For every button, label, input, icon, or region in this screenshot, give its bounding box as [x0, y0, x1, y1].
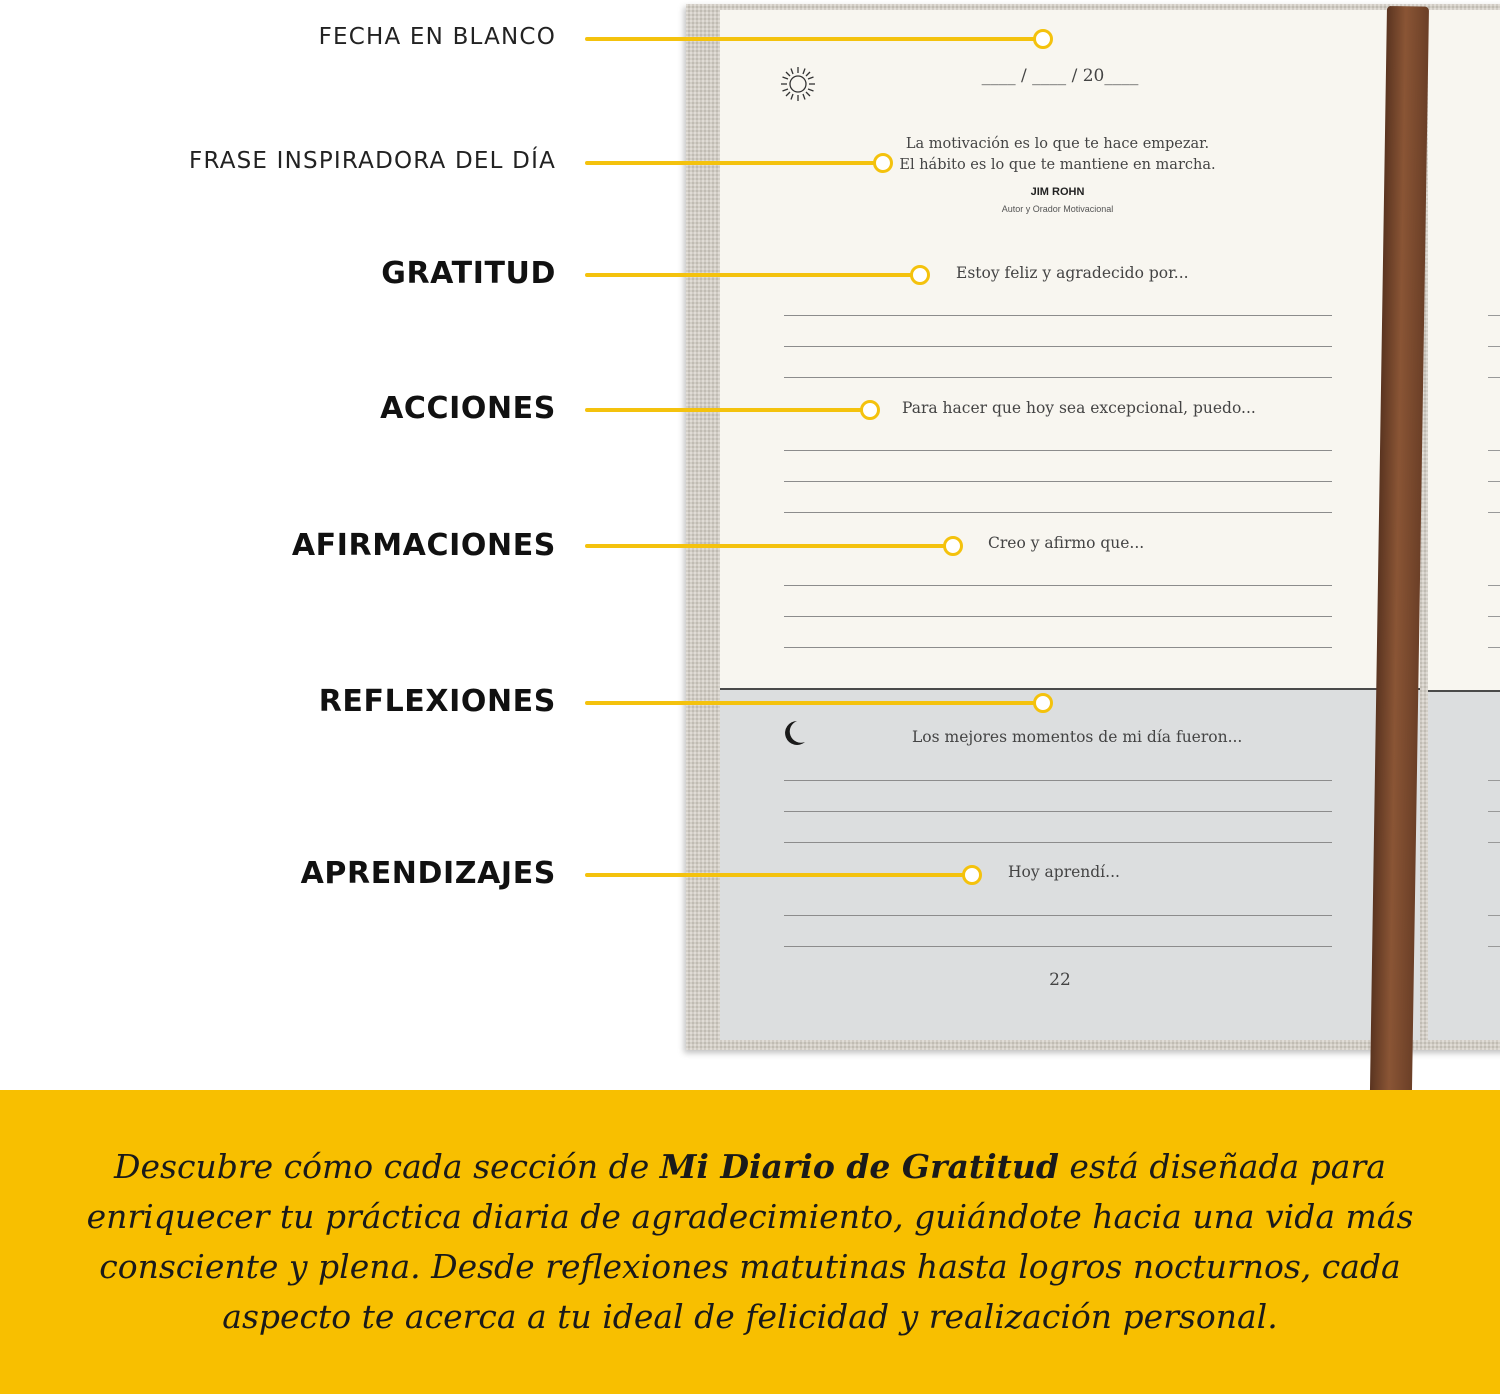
moon-icon [780, 718, 808, 748]
banner-product-name: Mi Diario de Gratitud [659, 1147, 1059, 1186]
prompt-aprendizajes: Hoy aprendí... [1008, 863, 1120, 881]
quote-line-2: El hábito es lo que te mantiene en marcha. [899, 157, 1216, 173]
quote-author: JIM ROHN [1030, 186, 1085, 198]
sun-icon [778, 64, 818, 104]
label-frase: FRASE INSPIRADORA DEL DÍA [189, 148, 556, 174]
leader-dot [873, 153, 893, 173]
page-number: 22 [1049, 970, 1071, 990]
prompt-gratitud: Estoy feliz y agradecido por... [956, 264, 1189, 282]
label-afirmaciones: AFIRMACIONES [291, 528, 556, 563]
leader-dot [860, 400, 880, 420]
right-page-night-section [1428, 690, 1500, 1040]
prompt-reflexiones: Los mejores momentos de mi día fueron... [912, 728, 1243, 746]
leader-afirmaciones [585, 544, 953, 548]
leader-dot [910, 265, 930, 285]
leader-fecha [585, 37, 1043, 41]
daily-quote [880, 134, 1235, 176]
banner-text-before: Descubre cómo cada sección de [114, 1147, 660, 1186]
leader-dot [943, 536, 963, 556]
prompt-afirmaciones: Creo y afirmo que... [988, 534, 1145, 552]
label-aprendizajes: APRENDIZAJES [300, 856, 556, 891]
leader-aprendizajes [585, 873, 972, 877]
leader-gratitud [585, 273, 920, 277]
label-acciones: ACCIONES [380, 391, 556, 426]
leader-frase [585, 161, 883, 165]
right-page [1428, 10, 1500, 1040]
leader-dot [962, 865, 982, 885]
quote-author-role: Autor y Orador Motivacional [1001, 204, 1114, 214]
banner-text-after: está diseñada para enriquecer tu práctica diaria de agradecimiento, guiándote hacia una vida más consciente y plena. Desde reflexiones matutinas hasta logros nocturnos, cada aspecto te acerca a tu ideal de felicidad y realización personal. [86, 1147, 1414, 1336]
prompt-acciones: Para hacer que hoy sea excepcional, puedo... [902, 399, 1256, 417]
leader-dot [1033, 29, 1053, 49]
leader-reflexiones [585, 701, 1043, 705]
date-field: ____ / ____ / 20____ [981, 66, 1139, 86]
leader-acciones [585, 408, 870, 412]
leader-dot [1033, 693, 1053, 713]
label-reflexiones: REFLEXIONES [318, 684, 556, 719]
quote-line-1: La motivación es lo que te hace empezar. [905, 136, 1210, 152]
description-banner [0, 1090, 1500, 1394]
banner-text [70, 1142, 1430, 1342]
label-fecha: FECHA EN BLANCO [318, 24, 556, 50]
label-gratitud: GRATITUD [381, 256, 556, 291]
